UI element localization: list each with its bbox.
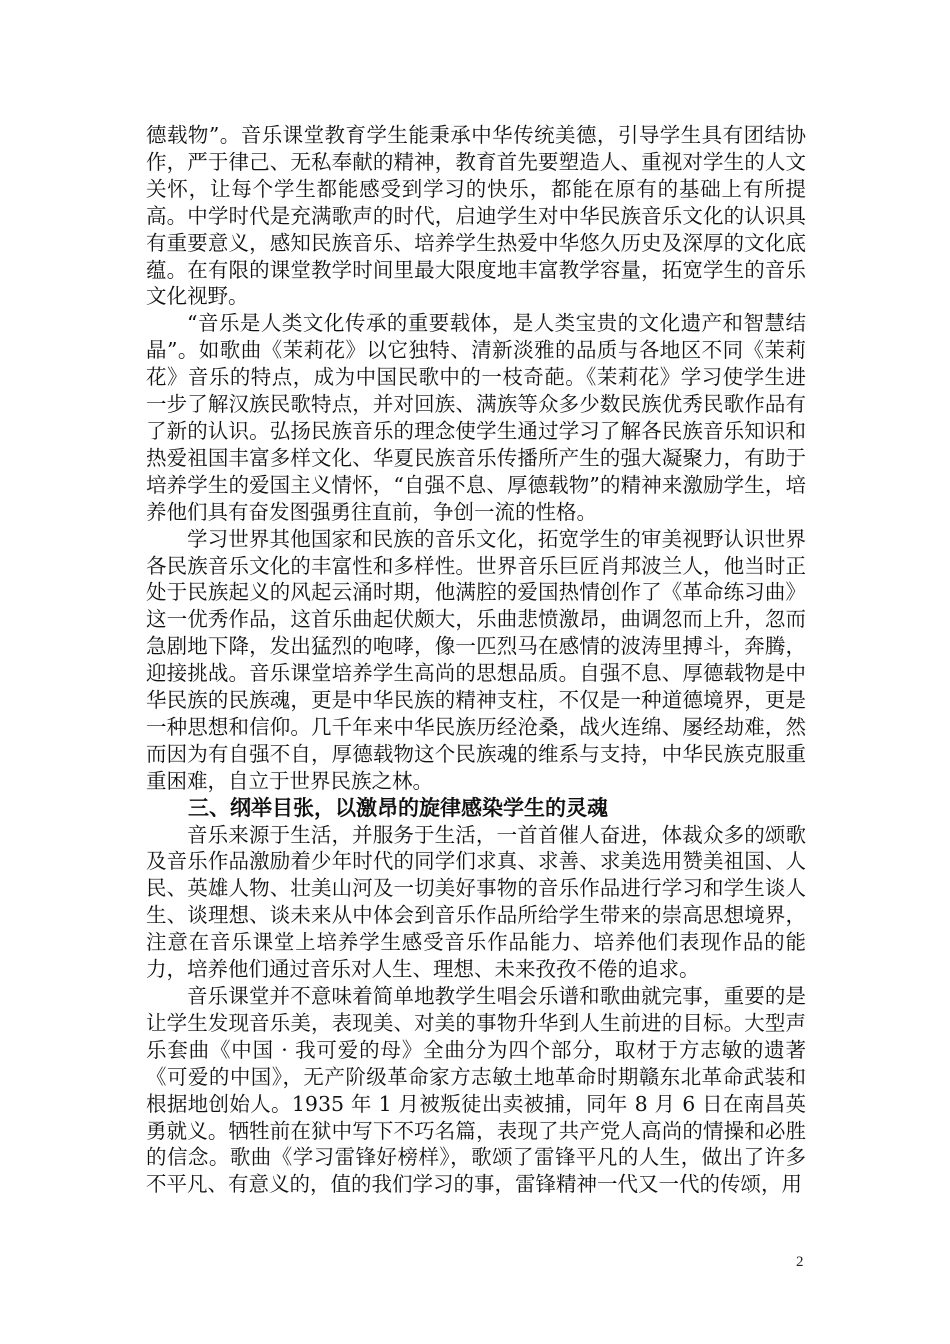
paragraph-4: 音乐来源于生活，并服务于生活，一首首催人奋进，体裁众多的颂歌及音乐作品激励着少年时代的同学们求真、求善、求美选用赞美祖国、人民、英雄人物、壮美山河及一切美好事物的音乐作品进行学习和学生谈人生、谈理想、谈未来从中体会到音乐作品所给学生带来的崇高思想境界，注意在音乐课堂上培养学生感受音乐作品能力、培养他们表现作品的能力，培养他们通过音乐对人生、理想、未来孜孜不倦的追求。 bbox=[146, 822, 806, 982]
document-body bbox=[146, 122, 806, 1198]
section-heading: 三、纲举目张，以激昂的旋律感染学生的灵魂 bbox=[188, 795, 608, 820]
paragraph-5: 音乐课堂并不意味着简单地教学生唱会乐谱和歌曲就完事，重要的是让学生发现音乐美，表现美、对美的事物升华到人生前进的目标。大型声乐套曲《中国 · 我可爱的母》全曲分为四个部分，取材于方志敏的遗著《可爱的中国》，无产阶级革命家方志敏土地革命时期赣东北革命武装和根据地创始人。1935 年 1 月被叛徒出卖被捕，同年 8 月 6 日在南昌英勇就义。牺牲前在狱中写下不巧名篇，表现了共产党人高尚的情操和必胜的信念。歌曲《学习雷锋好榜样》，歌颂了雷锋平凡的人生，做出了许多不平凡、有意义的，值的我们学习的事，雷锋精神一代又一代的传颂，用 bbox=[146, 984, 806, 1197]
paragraph-2: “音乐是人类文化传承的重要载体，是人类宝贵的文化遗产和智慧结晶”。如歌曲《茉莉花》以它独特、清新淡雅的品质与各地区不同《茉莉花》音乐的特点，成为中国民歌中的一枝奇葩。《茉莉花》学习使学生进一步了解汉族民歌特点，并对回族、满族等众多少数民族优秀民歌作品有了新的认识。弘扬民族音乐的理念使学生通过学习了解各民族音乐知识和热爱祖国丰富多样文化、华夏民族音乐传播所产生的强大凝聚力，有助于培养学生的爱国主义情怀，“自强不息、厚德载物”的精神来激励学生，培养他们具有奋发图强勇往直前，争创一流的性格。 bbox=[146, 311, 806, 524]
paragraph-3: 学习世界其他国家和民族的音乐文化，拓宽学生的审美视野认识世界各民族音乐文化的丰富性和多样性。世界音乐巨匠肖邦波兰人，他当时正处于民族起义的风起云涌时期，他满腔的爱国热情创作了《革命练习曲》这一优秀作品，这首乐曲起伏颇大，乐曲悲愤激昂，曲调忽而上升，忽而急剧地下降，发出猛烈的咆哮，像一匹烈马在感情的波涛里搏斗，奔腾，迎接挑战。音乐课堂培养学生高尚的思想品质。自强不息、厚德载物是中华民族的民族魂，更是中华民族的精神支柱，不仅是一种道德境界，更是一种思想和信仰。几千年来中华民族历经沧桑，战火连绵、屡经劫难，然而因为有自强不自，厚德载物这个民族魂的维系与支持，中华民族克服重重困难，自立于世界民族之林。 bbox=[146, 526, 806, 793]
paragraph-1: 德载物”。音乐课堂教育学生能秉承中华传统美德，引导学生具有团结协作，严于律己、无私奉献的精神，教育首先要塑造人、重视对学生的人文关怀，让每个学生都能感受到学习的快乐，都能在原有的基础上有所提高。中学时代是充满歌声的时代，启迪学生对中华民族音乐文化的认识具有重要意义，感知民族音乐、培养学生热爱中华悠久历史及深厚的文化底蕴。在有限的课堂教学时间里最大限度地丰富教学容量，拓宽学生的音乐文化视野。 bbox=[146, 123, 806, 309]
page-number: 2 bbox=[796, 1254, 804, 1270]
